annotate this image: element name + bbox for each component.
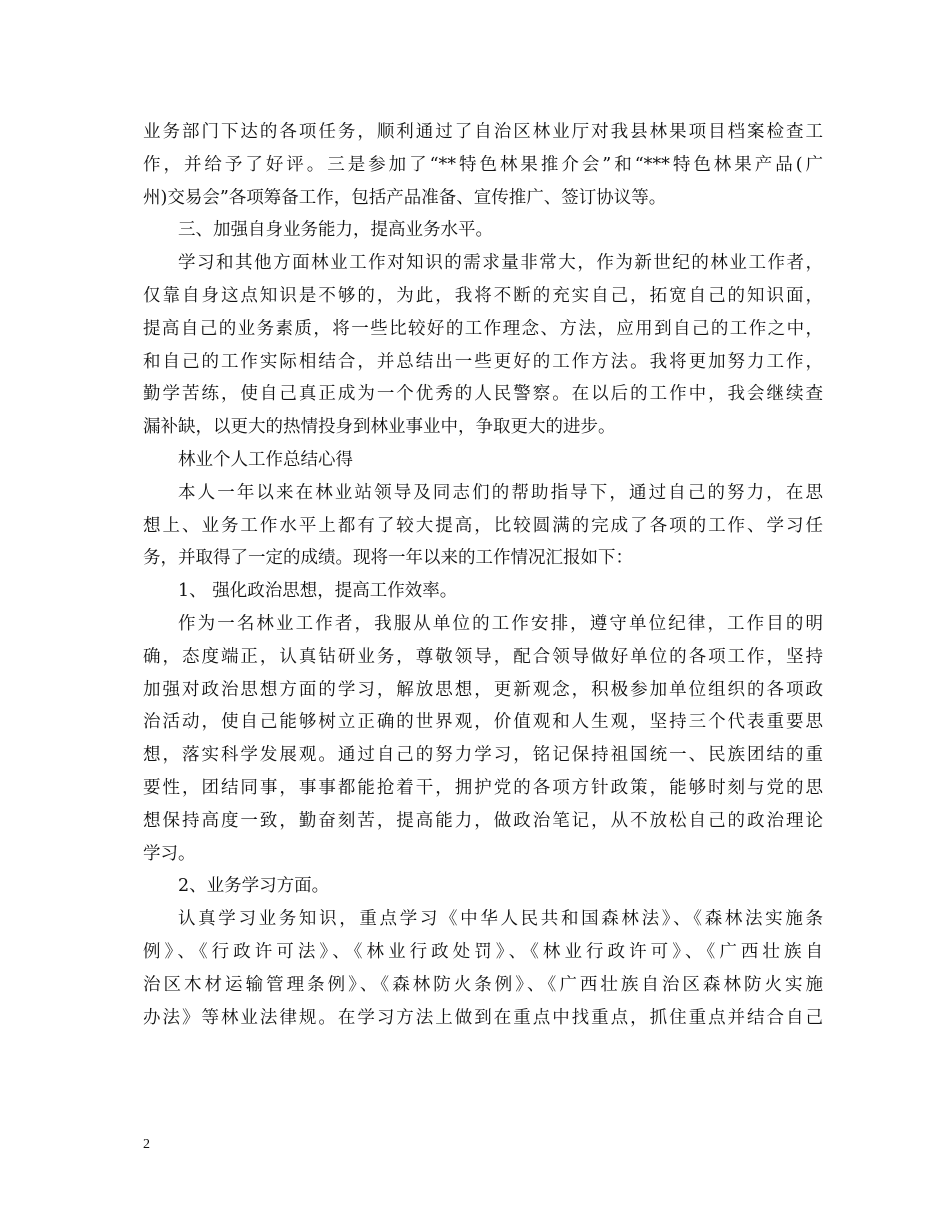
document-body — [143, 116, 823, 1034]
text-line: 想保持高度一致，勤奋刻苦，提高能力，做政治笔记，从不放松自己的政治理论 — [143, 810, 823, 831]
text-line: 务，并取得了一定的成绩。现将一年以来的工作情况汇报如下： — [143, 548, 633, 569]
text-line: 学习。 — [143, 843, 196, 864]
text-line: 想，落实科学发展观。通过自己的努力学习，铭记保持祖国统一、民族团结的重 — [143, 745, 823, 766]
text-line: 办法》等林业法律规。在学习方法上做到在重点中找重点，抓住重点并结合自己 — [143, 1007, 823, 1028]
section-heading: 1、 强化政治思想，提高工作效率。 — [178, 581, 458, 602]
text-line: 业务部门下达的各项任务，顺利通过了自治区林业厅对我县林果项目档案检查工 — [143, 122, 823, 142]
text-line: 加强对政治思想方面的学习，解放思想，更新观念，积极参加单位组织的各项政 — [143, 679, 823, 700]
section-heading: 2、业务学习方面。 — [178, 876, 330, 897]
text-line: 治区木材运输管理条例》、《森林防火条例》、《广西壮族自治区森林防火实施 — [143, 974, 823, 995]
text-line: 州)交易会”各项筹备工作，包括产品准备、宣传推广、签订协议等。 — [143, 187, 667, 208]
text-line: 本人一年以来在林业站领导及同志们的帮助指导下，通过自己的努力，在思 — [178, 482, 823, 503]
section-heading: 三、加强自身业务能力，提高业务水平。 — [178, 220, 493, 241]
text-line: 治活动，使自己能够树立正确的世界观，价值观和人生观，坚持三个代表重要思 — [143, 712, 823, 733]
text-line: 学习和其他方面林业工作对知识的需求量非常大，作为新世纪的林业工作者， — [178, 253, 823, 274]
text-line: 作，并给予了好评。三是参加了“**特色林果推介会”和“***特色林果产品(广 — [143, 154, 823, 175]
text-line: 漏补缺，以更大的热情投身到林业事业中，争取更大的进步。 — [143, 417, 616, 438]
text-line: 想上、业务工作水平上都有了较大提高，比较圆满的完成了各项的工作、学习任 — [143, 515, 823, 536]
text-line: 和自己的工作实际相结合，并总结出一些更好的工作方法。我将更加努力工作， — [143, 351, 823, 372]
page-number: 2 — [143, 1137, 150, 1152]
text-line: 确，态度端正，认真钻研业务，尊敬领导，配合领导做好单位的各项工作，坚持 — [143, 646, 823, 667]
text-line: 勤学苦练，使自己真正成为一个优秀的人民警察。在以后的工作中，我会继续查 — [143, 384, 823, 405]
text-line: 仅靠自身这点知识是不够的，为此，我将不断的充实自己，拓宽自己的知识面， — [143, 285, 823, 306]
text-line: 要性，团结同事，事事都能抢着干，拥护党的各项方针政策，能够时刻与党的思 — [143, 777, 823, 798]
text-line: 提高自己的业务素质，将一些比较好的工作理念、方法，应用到自己的工作之中， — [143, 318, 823, 339]
section-title: 林业个人工作总结心得 — [178, 449, 353, 470]
text-line: 例》、《行政许可法》、《林业行政处罚》、《林业行政许可》、《广西壮族自 — [143, 941, 823, 962]
text-line: 作为一名林业工作者，我服从单位的工作安排，遵守单位纪律，工作目的明 — [178, 613, 823, 634]
text-line: 认真学习业务知识，重点学习《中华人民共和国森林法》、《森林法实施条 — [178, 909, 823, 930]
